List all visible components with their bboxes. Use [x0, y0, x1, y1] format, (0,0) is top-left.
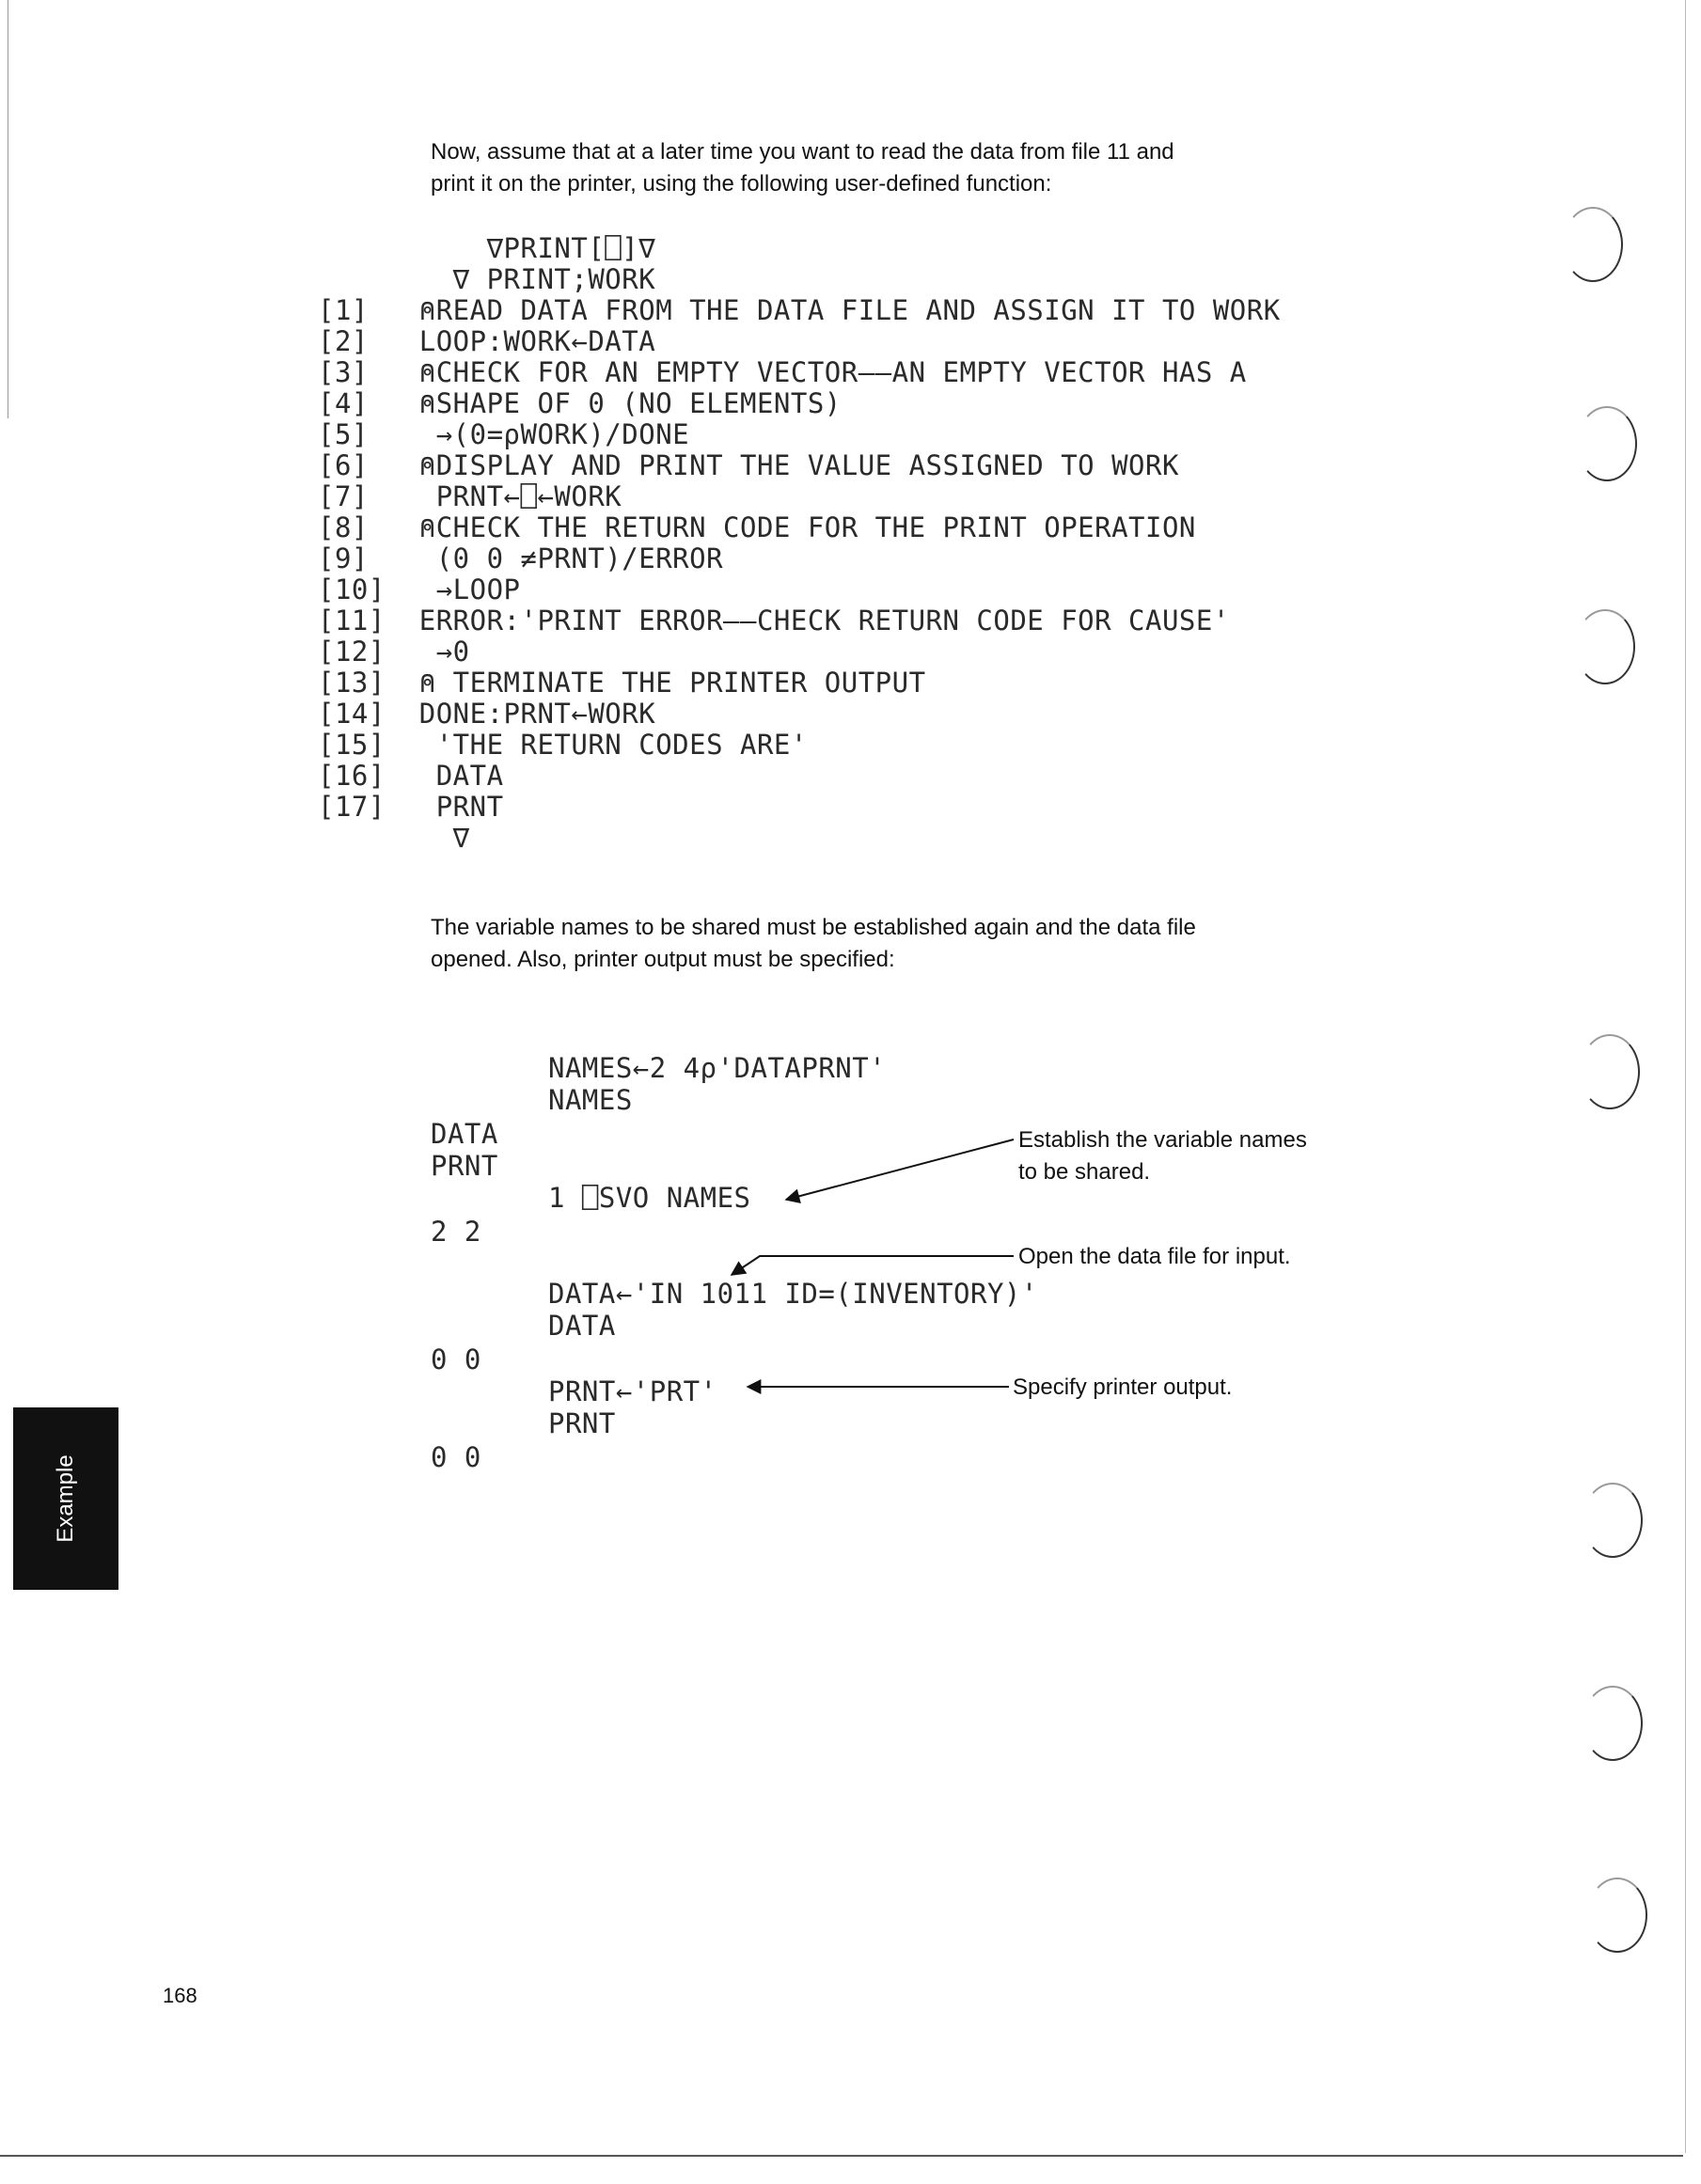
function-listing: [318, 233, 1281, 854]
listing-line: [2] LOOP:WORK←DATA: [318, 325, 656, 357]
listing-line: ∇: [318, 822, 470, 854]
bottom-rule: [0, 2155, 1683, 2157]
session-data: DATA: [548, 1310, 616, 1342]
listing-line: [11] ERROR:'PRINT ERROR——CHECK RETURN CODE FOR CAUSE': [318, 605, 1230, 636]
session-svo: 1 ⎕SVO NAMES: [548, 1182, 751, 1214]
binder-hole: [1577, 406, 1637, 481]
listing-line: [10] →LOOP: [318, 573, 521, 605]
listing-line: ∇PRINT[⎕]∇: [318, 232, 656, 264]
annotation-specify: Specify printer output.: [1013, 1375, 1233, 1400]
listing-line: [9] (0 0 ≠PRNT)/ERROR: [318, 542, 724, 574]
arrow-open: [732, 1256, 1014, 1275]
listing-line: [1] ⍝READ DATA FROM THE DATA FILE AND ASSIGN IT TO WORK: [318, 294, 1281, 326]
listing-line: [5] →(0=⍴WORK)/DONE: [318, 418, 690, 450]
right-margin-rule: [1685, 0, 1686, 2153]
binder-hole: [1580, 1034, 1640, 1109]
listing-line: [3] ⍝CHECK FOR AN EMPTY VECTOR——AN EMPTY VECTOR HAS A: [318, 356, 1247, 388]
listing-line: [4] ⍝SHAPE OF 0 (NO ELEMENTS): [318, 387, 842, 419]
listing-line: [15] 'THE RETURN CODES ARE': [318, 729, 808, 761]
listing-line: [16] DATA: [318, 760, 504, 792]
session-svo-result: 2 2: [431, 1216, 481, 1248]
annotation-establish-1: Establish the variable names: [1018, 1127, 1307, 1153]
listing-line: [7] PRNT←⎕←WORK: [318, 480, 622, 512]
binder-hole: [1563, 207, 1623, 282]
binder-hole: [1583, 1483, 1643, 1558]
listing-line: [6] ⍝DISPLAY AND PRINT THE VALUE ASSIGNED TO WORK: [318, 449, 1179, 481]
binder-hole: [1587, 1878, 1647, 1953]
session-names: NAMES: [548, 1084, 633, 1116]
session-out-prnt: PRNT: [431, 1150, 498, 1182]
session-names-assign: NAMES←2 4⍴'DATAPRNT': [548, 1052, 887, 1084]
binder-hole: [1583, 1686, 1643, 1761]
session-data-result: 0 0: [431, 1343, 481, 1375]
middle-paragraph: [431, 912, 1196, 976]
session-out-data: DATA: [431, 1118, 498, 1150]
arrow-establish: [786, 1139, 1014, 1200]
session-data-assign: DATA←'IN 1011 ID=(INVENTORY)': [548, 1278, 1038, 1310]
binder-hole: [1575, 609, 1635, 684]
listing-line: [12] →0: [318, 636, 470, 668]
session-prnt: PRNT: [548, 1407, 616, 1439]
intro-line-2: print it on the printer, using the following user-defined function:: [431, 171, 1052, 196]
section-tab-label: Example: [53, 1454, 78, 1543]
listing-line: [8] ⍝CHECK THE RETURN CODE FOR THE PRINT OPERATION: [318, 511, 1196, 543]
middle-line-2: opened. Also, printer output must be specified:: [431, 947, 895, 972]
annotation-establish-2: to be shared.: [1018, 1159, 1151, 1185]
listing-line: ∇ PRINT;WORK: [318, 263, 656, 295]
listing-line: [14] DONE:PRNT←WORK: [318, 698, 656, 730]
intro-paragraph: [431, 136, 1174, 200]
annotation-open: Open the data file for input.: [1018, 1244, 1291, 1269]
intro-line-1: Now, assume that at a later time you want to read the data from file 11 and: [431, 139, 1174, 165]
section-tab: [13, 1407, 118, 1590]
listing-line: [17] PRNT: [318, 791, 504, 823]
session-prnt-assign: PRNT←'PRT': [548, 1375, 717, 1407]
page-number: 168: [163, 1984, 197, 2007]
session-prnt-result: 0 0: [431, 1441, 481, 1473]
listing-line: [13] ⍝ TERMINATE THE PRINTER OUTPUT: [318, 667, 926, 699]
middle-line-1: The variable names to be shared must be established again and the data file: [431, 915, 1196, 940]
